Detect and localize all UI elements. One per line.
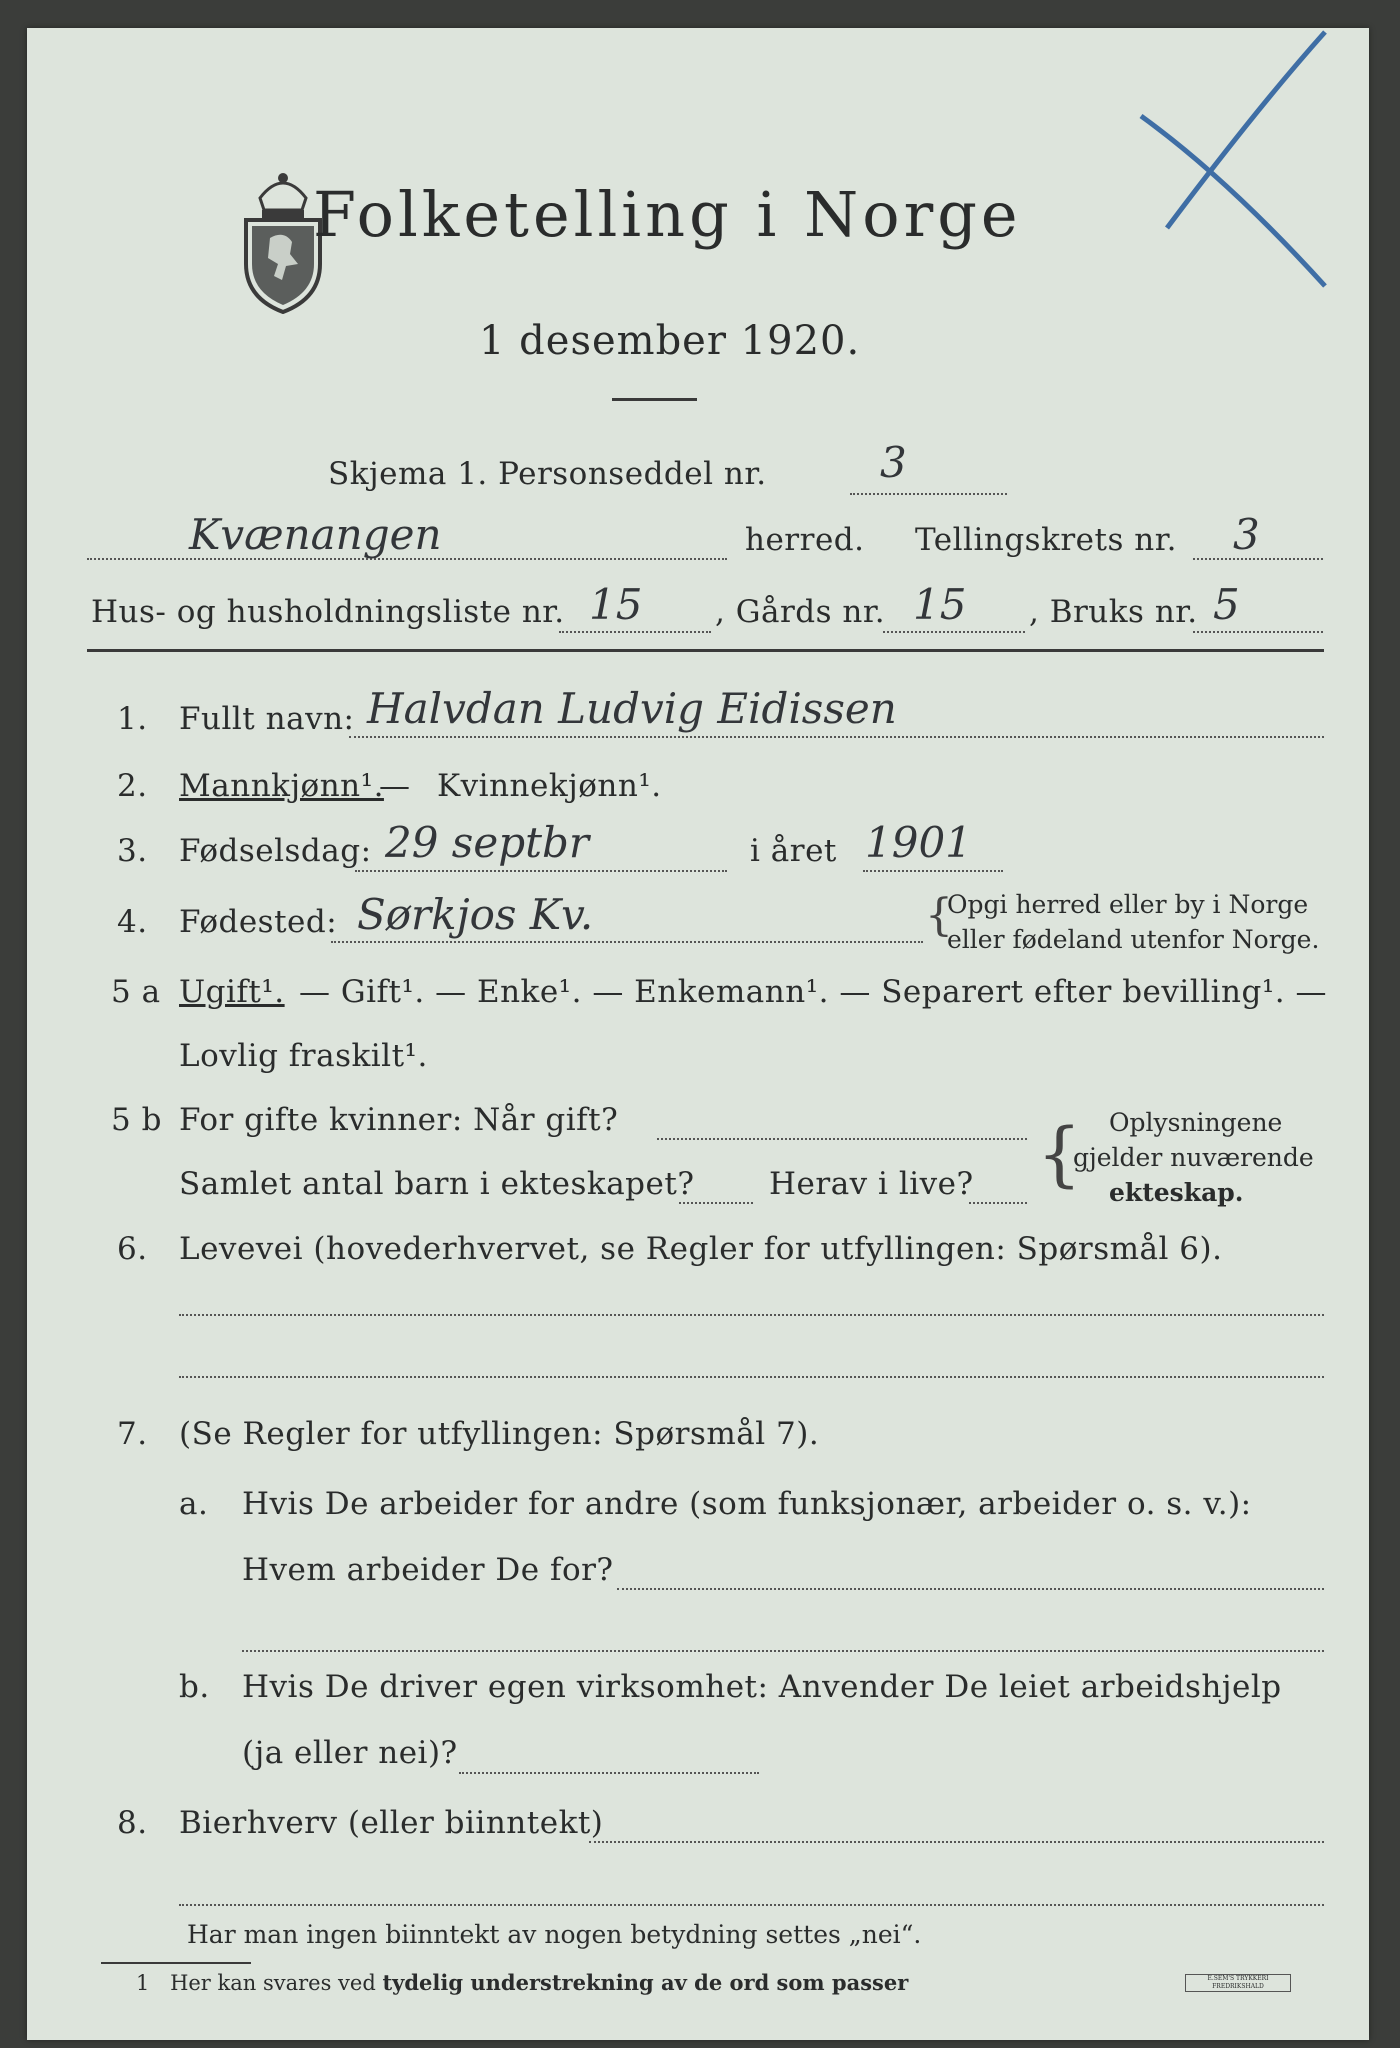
- birth-year-value: 1901: [865, 818, 972, 867]
- title-divider: [612, 398, 697, 401]
- q1-label: Fullt navn:: [179, 701, 355, 737]
- hus-label: Hus- og husholdningsliste nr.: [91, 594, 565, 630]
- q5b-note-line3: ekteskap.: [1109, 1178, 1244, 1207]
- q8-answer-line: [589, 1841, 1324, 1843]
- q7a-letter: a.: [179, 1486, 209, 1522]
- full-name-value: Halvdan Ludvig Eidissen: [367, 684, 897, 733]
- q5b-label: For gifte kvinner: Når gift?: [179, 1102, 619, 1138]
- q4-number: 4.: [117, 904, 148, 940]
- q5b-alive-label: Herav i live?: [769, 1166, 974, 1202]
- footnote: [136, 1970, 908, 1995]
- tellingskrets-label: Tellingskrets nr.: [915, 522, 1177, 558]
- status-ugift: Ugift¹.: [179, 974, 285, 1010]
- q8-answer-line2: [179, 1904, 1324, 1906]
- q4-brace: {: [925, 890, 953, 941]
- q5b-children-label: Samlet antal barn i ekteskapet?: [179, 1166, 695, 1202]
- footnote-text: Her kan svares ved: [170, 1971, 376, 1995]
- q4-note-line1: Opgi herred eller by i Norge: [947, 890, 1309, 919]
- q5b-note-line2: gjelder nuværende: [1073, 1143, 1314, 1172]
- q7a-line1: Hvis De arbeider for andre (som funksjonær, arbeider o. s. v.):: [242, 1486, 1252, 1522]
- personseddel-nr: 3: [880, 438, 907, 487]
- footnote-bold-text: tydelig understrekning av de ord som passer: [382, 1970, 909, 1995]
- form-title: Folketelling i Norge: [313, 178, 1022, 251]
- q5b-line1: [657, 1138, 1027, 1140]
- gender-separator: —: [379, 768, 411, 804]
- gards-label: , Gårds nr.: [715, 594, 886, 630]
- personseddel-line: [850, 493, 1007, 495]
- birth-date-value: 29 septbr: [385, 818, 589, 867]
- herred-value: Kvænangen: [189, 510, 442, 559]
- skjema-label: Skjema 1. Personseddel nr.: [328, 456, 767, 492]
- gender-male: Mannkjønn¹.: [179, 768, 384, 804]
- q2-number: 2.: [117, 768, 148, 804]
- q5a-number: 5 a: [111, 974, 161, 1010]
- hus-nr: 15: [589, 580, 643, 629]
- q1-line: [349, 736, 1324, 738]
- q6-number: 6.: [117, 1231, 148, 1267]
- q6-label: Levevei (hovederhvervet, se Regler for utfyllingen: Spørsmål 6).: [179, 1231, 1223, 1267]
- q4-note-line2: eller fødeland utenfor Norge.: [947, 925, 1320, 954]
- q5b-number: 5 b: [111, 1102, 162, 1138]
- gender-female: Kvinnekjønn¹.: [437, 768, 662, 804]
- q7a-answer-line2: [242, 1650, 1324, 1652]
- q7b-answer-line: [459, 1772, 759, 1774]
- q1-number: 1.: [117, 701, 148, 737]
- q8-note: Har man ingen biinntekt av nogen betydning settes „nei“.: [187, 1920, 922, 1949]
- bruks-label: , Bruks nr.: [1029, 594, 1198, 630]
- q6-line2: [179, 1376, 1324, 1378]
- status-options: — Gift¹. — Enke¹. — Enkemann¹. — Separert efter bevilling¹. —: [299, 974, 1327, 1010]
- hus-line: [559, 631, 711, 633]
- q4-line: [331, 941, 923, 943]
- q6-line1: [179, 1314, 1324, 1316]
- q7b-line2: (ja eller nei)?: [242, 1735, 458, 1771]
- q7-label: (Se Regler for utfyllingen: Spørsmål 7).: [179, 1416, 820, 1452]
- q7a-line2: Hvem arbeider De for?: [242, 1552, 614, 1588]
- gards-line: [883, 631, 1025, 633]
- q3-year-line: [863, 870, 1003, 872]
- q5b-brace: {: [1037, 1113, 1082, 1195]
- birthplace-value: Sørkjos Kv.: [357, 890, 594, 939]
- blue-cross-mark: [1107, 28, 1357, 298]
- q3-number: 3.: [117, 833, 148, 869]
- status-divorced: Lovlig fraskilt¹.: [179, 1038, 428, 1074]
- q7b-line1: Hvis De driver egen virksomhet: Anvender De leiet arbeidshjelp: [242, 1669, 1282, 1705]
- header-rule: [87, 649, 1324, 652]
- bruks-line: [1193, 631, 1323, 633]
- q5b-alive-line: [969, 1202, 1027, 1204]
- q8-number: 8.: [117, 1805, 148, 1841]
- q3-label: Fødselsdag:: [179, 833, 372, 869]
- herred-label: herred.: [745, 522, 865, 558]
- q4-label: Fødested:: [179, 904, 338, 940]
- footnote-mark: 1: [136, 1971, 150, 1995]
- q5b-note-line1: Oplysningene: [1109, 1108, 1283, 1137]
- printer-stamp: E.SEM'S TRYKKERI FREDRIKSHALD: [1185, 1974, 1291, 1992]
- footnote-rule: [101, 1962, 251, 1964]
- q3-line: [355, 870, 727, 872]
- q3-year-label: i året: [750, 833, 837, 869]
- q8-label: Bierhverv (eller biinntekt): [179, 1805, 604, 1841]
- census-date: 1 desember 1920.: [479, 318, 861, 364]
- q5b-children-line: [679, 1202, 753, 1204]
- gards-nr: 15: [913, 580, 967, 629]
- q7-number: 7.: [117, 1416, 148, 1452]
- q7b-letter: b.: [179, 1669, 210, 1705]
- tellingskrets-nr: 3: [1233, 510, 1260, 559]
- q7a-answer-line: [617, 1588, 1324, 1590]
- bruks-nr: 5: [1213, 580, 1240, 629]
- census-form-sheet: [27, 28, 1369, 2040]
